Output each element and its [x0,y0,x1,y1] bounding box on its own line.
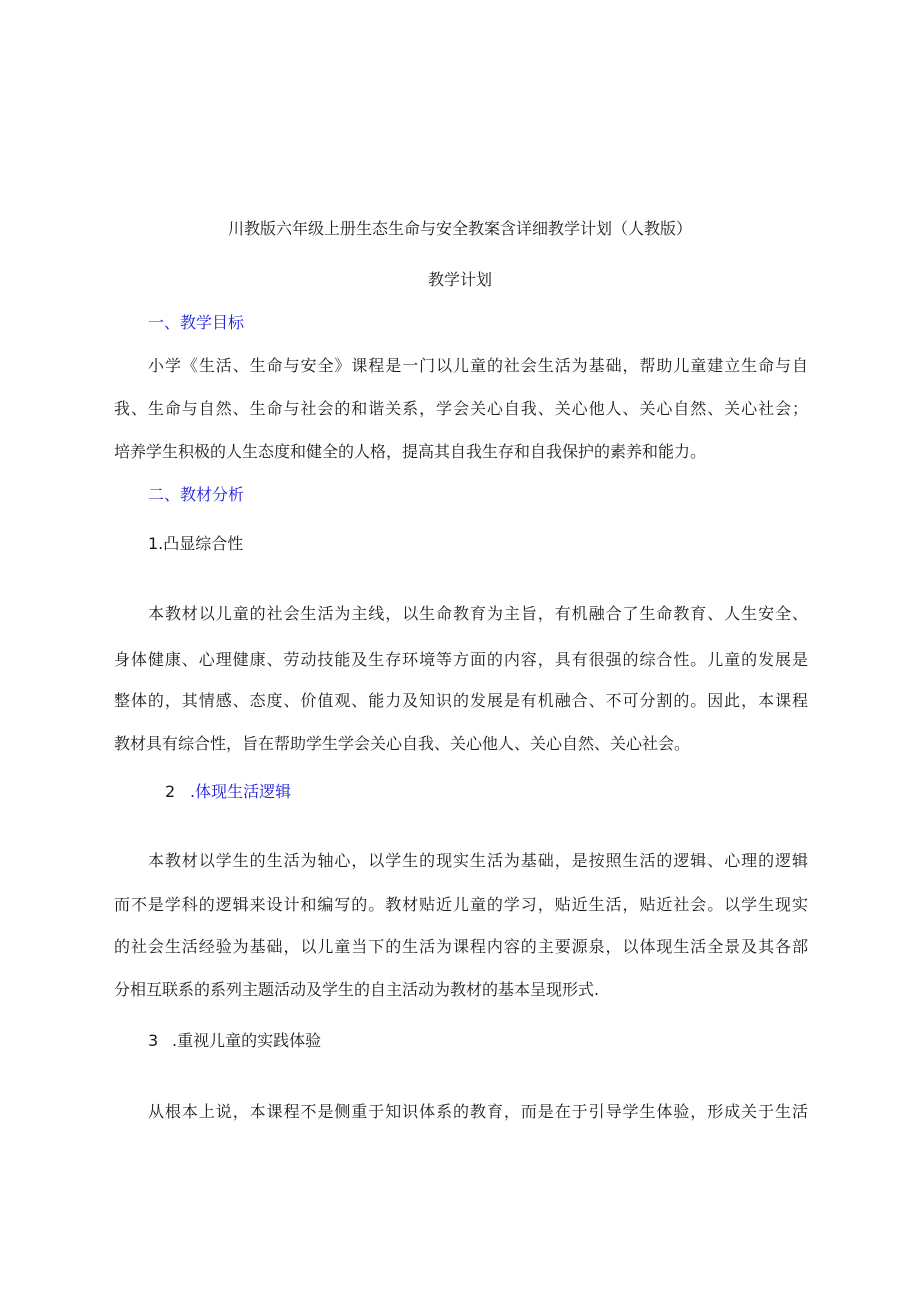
paragraph-line: 本教材以学生的生活为轴心，以学生的现实生活为基础，是按照生活的逻辑、心理的逻辑 [148,851,808,870]
subsection-heading-2: .体现生活逻辑 [190,782,292,801]
document-subtitle: 教学计划 [427,270,492,289]
subsection-number-2: 2 [165,782,176,801]
paragraph-line: 从根本上说，本课程不是侧重于知识体系的教育，而是在于引导学生体验，形成关于生活 [148,1102,808,1121]
paragraph-line: 本教材以儿童的社会生活为主线，以生命教育为主旨，有机融合了生命教育、人生安全、 [148,604,808,623]
paragraph-line: 小学《生活、生命与安全》课程是一门以儿童的社会生活为基础，帮助儿童建立生命与自 [148,356,808,375]
paragraph-line: 整体的，其情感、态度、价值观、能力及知识的发展是有机融合、不可分割的。因此，本课程 [114,691,808,710]
subsection-heading-1: 1.凸显综合性 [148,534,244,553]
paragraph-line: 分相互联系的系列主题活动及学生的自主活动为教材的基本呈现形式. [114,980,600,999]
section-heading-materials: 二、教材分析 [148,485,245,504]
subsection-number-3: 3 [148,1031,159,1050]
paragraph-line: 而不是学科的逻辑来设计和编写的。教材贴近儿童的学习，贴近生活，贴近社会。以学生现实 [114,895,808,914]
paragraph-line: 培养学生积极的人生态度和健全的人格，提高其自我生存和自我保护的素养和能力。 [114,442,707,461]
paragraph-line: 我、生命与自然、生命与社会的和谐关系，学会关心自我、关心他人、关心自然、关心社会； [114,399,808,418]
document-title: 川教版六年级上册生态生命与安全教案含详细教学计划（人教版） [227,219,692,238]
paragraph-line: 身体健康、心理健康、劳动技能及生存环境等方面的内容，具有很强的综合性。儿童的发展是 [114,650,808,669]
paragraph-line: 的社会生活经验为基础，以儿童当下的生活为课程内容的主要源泉，以体现生活全景及其各部 [114,937,808,956]
paragraph-line: 教材具有综合性，旨在帮助学生学会关心自我、关心他人、关心自然、关心社会。 [114,734,691,753]
section-heading-objectives: 一、教学目标 [148,313,245,332]
subsection-heading-3: .重视儿童的实践体验 [172,1031,322,1050]
